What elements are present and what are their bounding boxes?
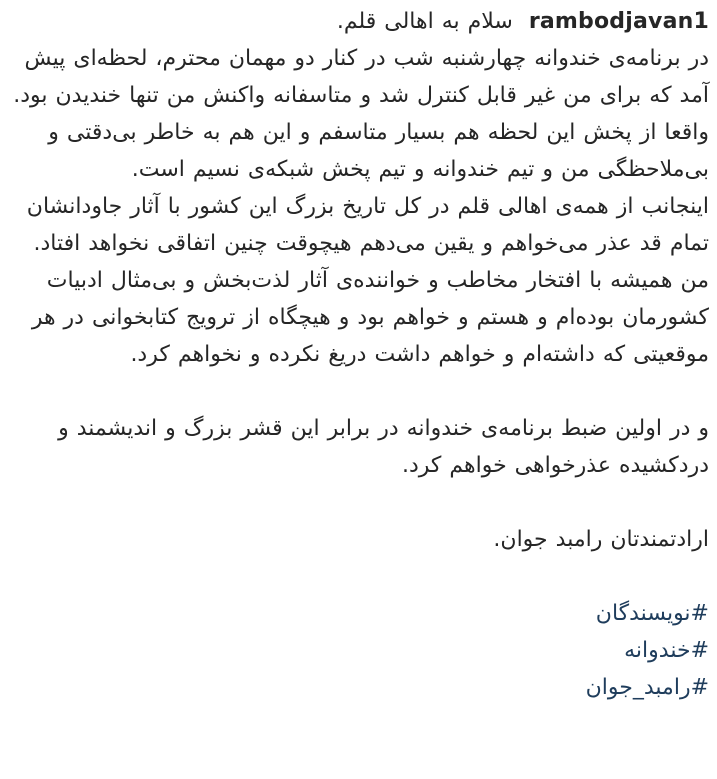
signature-text: ارادتمندتان رامبد جوان. <box>493 527 709 552</box>
caption-paragraph: من همیشه با افتخار مخاطب و خواننده‌ی آثار لذت‌بخش و بی‌مثال ادبیات کشورمان بوده‌ام و هستم و خواهم بود و هیچگاه از ترویج کتابخوانی در هر موقعیتی که داشته‌ام و خواهم داشت دریغ نکرده و نخواهم کرد. <box>31 268 709 367</box>
caption-paragraph: و در اولین ضبط برنامه‌ی خندوانه در برابر این قشر بزرگ و اندیشمند و دردکشیده عذرخواهی خواهم کرد. <box>58 416 709 478</box>
blank-line <box>12 373 709 410</box>
hashtag-link-khandevaneh[interactable]: #خندوانه <box>624 638 709 663</box>
greeting-text: سلام به اهالی قلم. <box>336 9 513 34</box>
blank-line <box>12 484 709 521</box>
caption-paragraph: در برنامه‌ی خندوانه چهارشنبه شب در کنار دو مهمان محترم، لحظه‌ای پیش آمد که برای من غیر قابل کنترل شد و متاسفانه واکنش من تنها خندیدن بود. <box>13 46 709 108</box>
caption-paragraph: واقعا از پخش این لحظه هم بسیار متاسفم و این هم به خاطر بی‌دقتی و بی‌ملاحظگی من و تیم خندوانه و تیم پخش شبکه‌ی نسیم است. <box>48 120 709 182</box>
caption-paragraph: اینجانب از همه‌ی اهالی قلم در کل تاریخ بزرگ این کشور با آثار جاودانشان تمام قد عذر می‌خواهم و یقین می‌دهم هیچوقت چنین اتفاقی نخواهد افتاد. <box>26 194 709 256</box>
caption-first-line <box>12 3 709 40</box>
username-link[interactable]: rambodjavan1 <box>528 9 709 34</box>
hashtag-link-rambod-javan[interactable]: #رامبد_جوان <box>585 675 709 700</box>
hashtag-link-writers[interactable]: #نویسندگان <box>595 601 709 626</box>
blank-line <box>12 558 709 595</box>
